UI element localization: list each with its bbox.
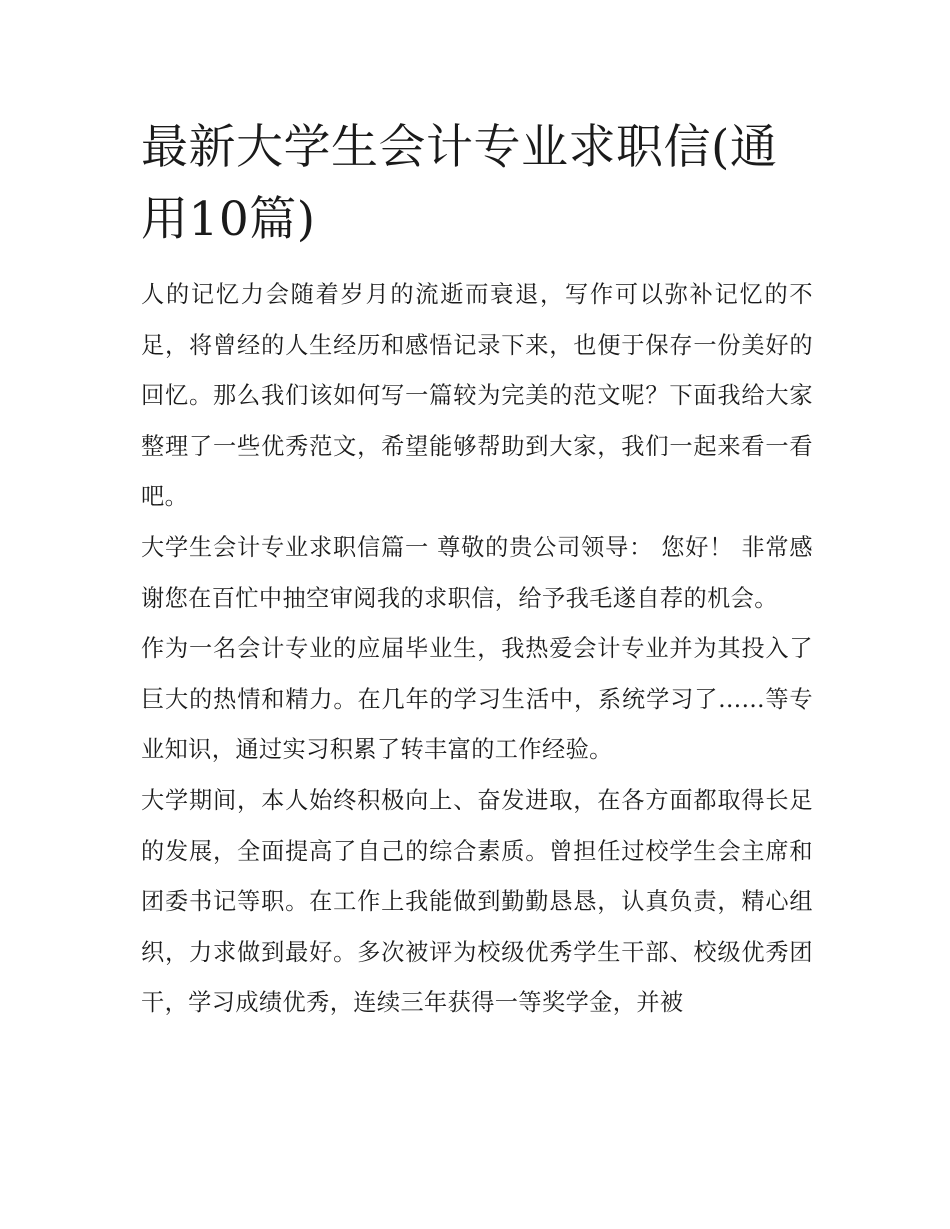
document-title: 最新大学生会计专业求职信(通用10篇) — [141, 120, 778, 247]
letter-salutation-paragraph: 大学生会计专业求职信篇一 尊敬的贵公司领导： 您好！ 非常感谢您在百忙中抽空审阅我的求职信，给予我毛遂自荐的机会。 — [141, 533, 813, 612]
intro-paragraph: 人的记忆力会随着岁月的流逝而衰退，写作可以弥补记忆的不足，将曾经的人生经历和感悟记录下来，也便于保存一份美好的回忆。那么我们该如何写一篇较为完美的范文呢？下面我给大家整理了一些优秀范文，希望能够帮助到大家，我们一起来看一看吧。 — [141, 281, 813, 511]
document-body — [141, 112, 813, 1029]
letter-body-paragraph: 作为一名会计专业的应届毕业生，我热爱会计专业并为其投入了巨大的热情和精力。在几年的学习生活中，系统学习了......等专业知识，通过实习积累了转丰富的工作经验。 — [141, 635, 813, 764]
letter-body-paragraph: 大学期间，本人始终积极向上、奋发进取，在各方面都取得长足的发展，全面提高了自己的综合素质。曾担任过校学生会主席和团委书记等职。在工作上我能做到勤勤恳恳，认真负责，精心组织，力求做到最好。多次被评为校级优秀学生干部、校级优秀团干，学习成绩优秀，连续三年获得一等奖学金，并被 — [141, 786, 813, 1017]
